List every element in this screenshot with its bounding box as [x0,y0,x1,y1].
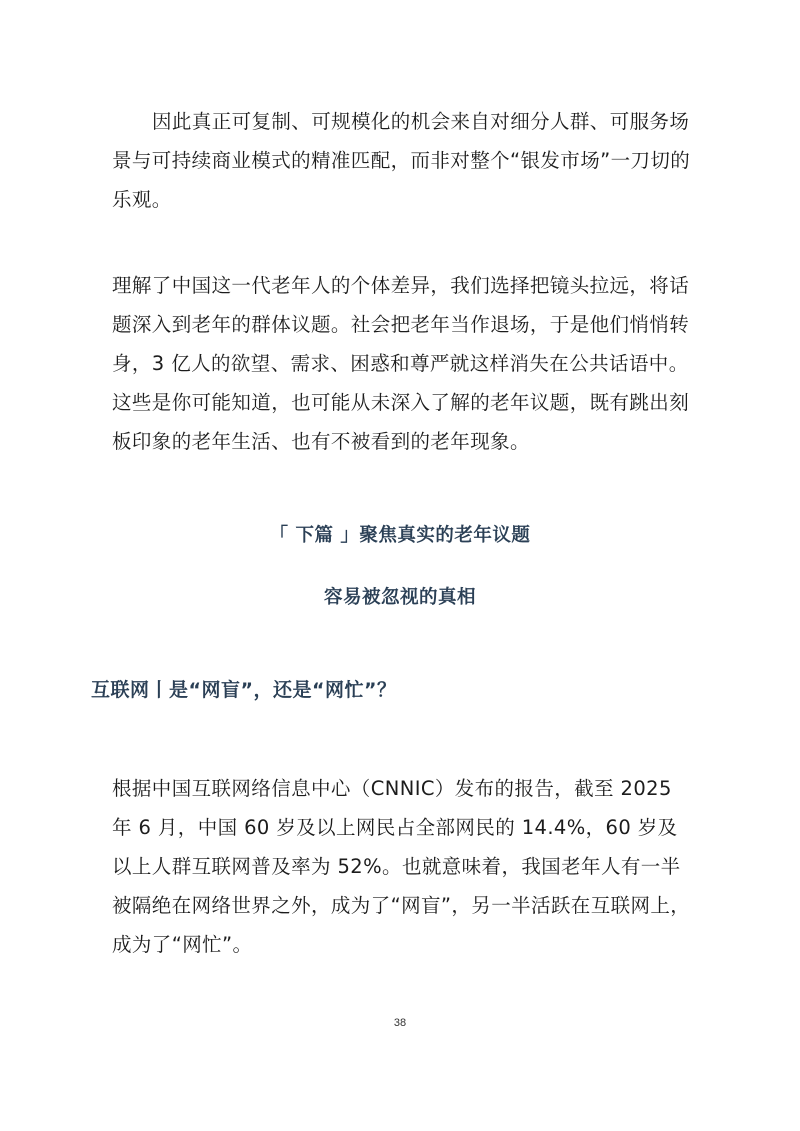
section-title-internet: 互联网丨是“网盲”，还是“网忙”？ [91,679,397,701]
paragraph-cnnic-report: 根据中国互联网络信息中心（CNNIC）发布的报告，截至 2025 年 6 月，中国 60 岁及以上网民占全部网民的 14.4%，60 岁及以上人群互联网普及率为 52%。也就意味着，我国老年人有一半被隔绝在网络世界之外，成为了“网盲”，另一半活跃在互联网上，成为了“网忙”。 [112,777,691,956]
part-title: 「 下篇 」聚焦真实的老年议题 [269,525,531,546]
page-number: 38 [393,1017,407,1029]
paragraph-market-opportunity: 因此真正可复制、可规模化的机会来自对细分人群、可服务场景与可持续商业模式的精准匹配，而非对整个“银发市场”一刀切的乐观。 [112,110,691,211]
paragraph-elderly-topics-intro: 理解了中国这一代老年人的个体差异，我们选择把镜头拉远，将话题深入到老年的群体议题。社会把老年当作退场，于是他们悄悄转身，3 亿人的欲望、需求、困惑和尊严就这样消失在公共话语中。这些是你可能知道，也可能从未深入了解的老年议题，既有跳出刻板印象的老年生活、也有不被看到的老年现象。 [112,274,690,453]
part-subtitle: 容易被忽视的真相 [323,587,476,608]
